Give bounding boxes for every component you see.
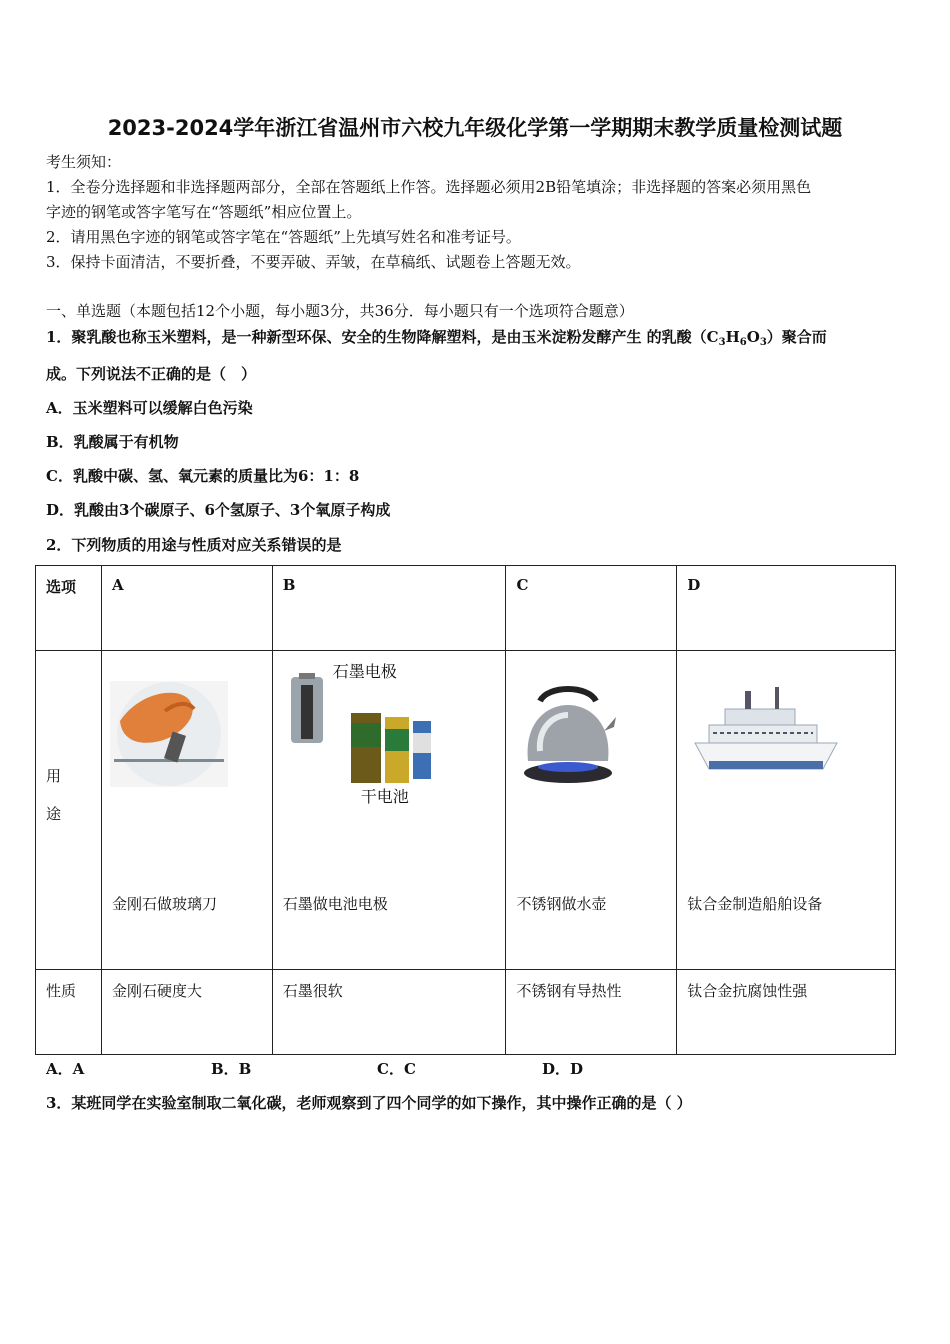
- header-cell: C: [516, 576, 529, 594]
- question-2-stem: 2．下列物质的用途与性质对应关系错误的是: [46, 536, 342, 554]
- header-cell: D: [687, 576, 701, 594]
- kettle-image: [518, 681, 618, 791]
- ship-image: [691, 681, 841, 781]
- page-title: 2023-2024学年浙江省温州市六校九年级化学第一学期期末教学质量检测试题: [107, 116, 843, 140]
- graphite-electrode-label: 石墨电极: [332, 662, 397, 681]
- q1-option-c: C．乳酸中碳、氢、氧元素的质量比为6：1：8: [46, 467, 360, 485]
- question-1-stem: 1．聚乳酸也称玉米塑料，是一种新型环保、安全的生物降解塑料，是由玉米淀粉发酵产生 的乳酸$(C_3H_6O_3)$聚合而: [46, 328, 827, 348]
- notice-heading: 考生须知：: [46, 153, 122, 171]
- table-property-row: [36, 970, 896, 1055]
- q2-choice-a: A．A: [46, 1060, 85, 1078]
- use-caption-a: 金刚石做玻璃刀: [111, 895, 217, 913]
- dry-battery-label: 干电池: [360, 787, 409, 806]
- property-label: 性质: [46, 982, 77, 1000]
- use-caption-d: 钛合金制造船舶设备: [687, 895, 823, 913]
- header-cell: A: [111, 576, 124, 594]
- header-cell: 选项: [46, 578, 77, 596]
- q2-table: [35, 565, 896, 1055]
- property-cell: 金刚石硬度大: [111, 982, 202, 1000]
- property-cell: 不锈钢有导热性: [516, 982, 622, 1000]
- glass-cutter-image: [110, 681, 228, 787]
- section-heading: 一、单选题（本题包括12个小题，每小题3分，共36分．每小题只有一个选项符合题意）: [46, 302, 634, 320]
- table-use-row: [36, 651, 896, 970]
- use-label: 用 途: [46, 767, 62, 823]
- use-caption-b: 石墨做电池电极: [282, 895, 388, 913]
- header-cell: B: [282, 576, 296, 594]
- q2-choice-c: C．C: [377, 1060, 416, 1078]
- notice-item: 字迹的钢笔或答字笔写在“答题纸”相应位置上。: [46, 203, 362, 221]
- use-caption-c: 不锈钢做水壶: [516, 895, 607, 913]
- question-1-stem-cont: 成。下列说法不正确的是（ ）: [46, 365, 257, 383]
- table-header-row: [36, 566, 896, 651]
- property-cell: 石墨很软: [282, 982, 343, 1000]
- q1-option-d: D．乳酸由3个碳原子、6个氢原子、3个氧原子构成: [46, 501, 391, 519]
- q2-choice-b: B．B: [211, 1060, 252, 1078]
- notice-item: 3．保持卡面清洁，不要折叠，不要弄破、弄皱，在草稿纸、试题卷上答题无效。: [46, 253, 581, 271]
- q1-option-b: B．乳酸属于有机物: [46, 433, 179, 451]
- question-3-stem: 3．某班同学在实验室制取二氧化碳，老师观察到了四个同学的如下操作，其中操作正确的是（ ）: [46, 1094, 692, 1112]
- notice-item: 2．请用黑色字迹的钢笔或答字笔在“答题纸”上先填写姓名和准考证号。: [46, 228, 521, 246]
- q2-choice-d: D．D: [542, 1060, 584, 1078]
- property-cell: 钛合金抗腐蚀性强: [687, 982, 808, 1000]
- notice-item: 1．全卷分选择题和非选择题两部分，全部在答题纸上作答。选择题必须用2B铅笔填涂；非选择题的答案必须用黑色: [46, 178, 812, 196]
- q1-option-a: A．玉米塑料可以缓解白色污染: [46, 399, 253, 417]
